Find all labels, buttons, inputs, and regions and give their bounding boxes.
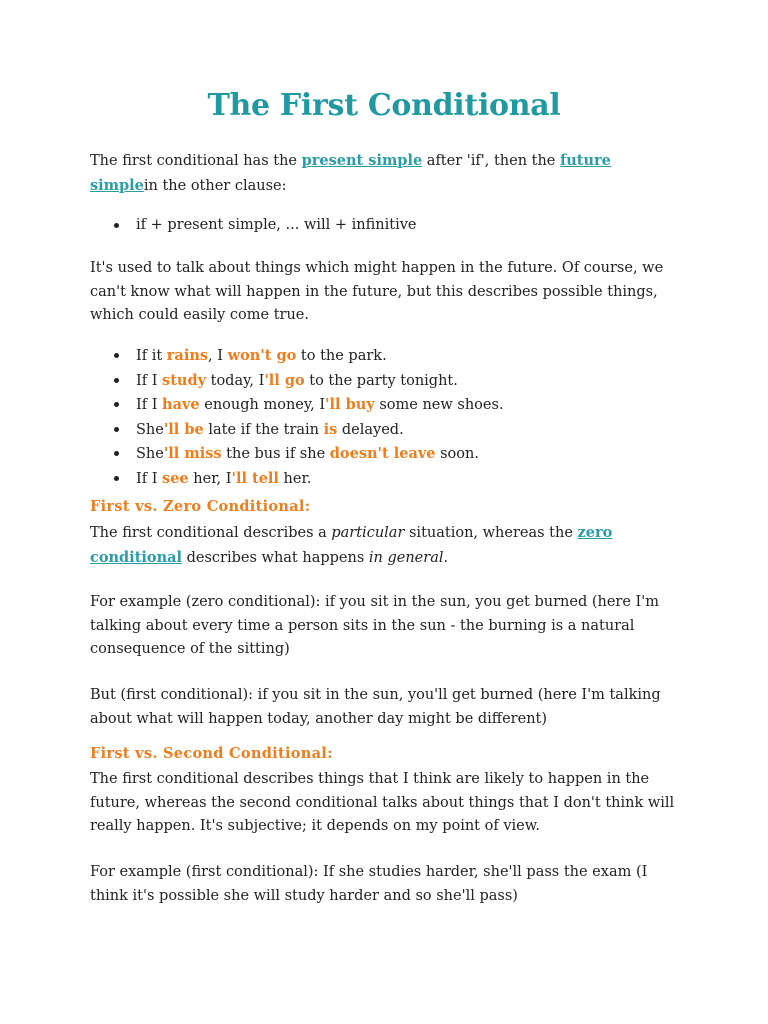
examples-list — [90, 344, 680, 491]
example-verb: won't go — [227, 347, 297, 364]
example-text: delayed. — [337, 421, 404, 438]
paragraph-text: describes what happens — [182, 549, 369, 566]
bullet-icon — [114, 353, 119, 358]
example-verb: rains — [166, 347, 209, 364]
intro-text: after 'if', then the — [422, 153, 561, 169]
example-text: to the party tonight. — [304, 372, 458, 389]
example-verb: 'll go — [264, 371, 305, 389]
page-title: The First Conditional — [207, 88, 561, 123]
example-text: If I — [136, 372, 163, 389]
paragraph-italic: in general — [368, 549, 444, 566]
example-verb: have — [162, 396, 200, 413]
zero-example-paragraph: For example (zero conditional): if you sit in the sun, you get burned (here I'm talking about every time a person sits in the sun - the burning is a natural consequence of the sitting) — [90, 594, 659, 657]
example-verb: study — [162, 371, 207, 389]
zero-conditional-link[interactable]: conditional — [90, 548, 183, 566]
example-verb: 'll miss — [163, 445, 222, 462]
example-text: If it — [136, 348, 167, 364]
example-text: If I — [136, 397, 163, 413]
zero-conditional-heading: First vs. Zero Conditional: — [90, 498, 311, 515]
zero-comparison-paragraph — [90, 521, 680, 570]
example-text: her, I — [188, 470, 232, 487]
example-verb: see — [162, 469, 189, 487]
bullet-icon — [114, 223, 119, 228]
list-item — [90, 214, 680, 238]
example-text: She — [136, 421, 164, 438]
example-text: the bus if she — [221, 446, 330, 462]
example-verb: 'll buy — [325, 396, 375, 413]
example-text: to the park. — [296, 348, 387, 364]
present-simple-link[interactable]: present simple — [301, 152, 423, 169]
example-verb: 'll be — [163, 420, 204, 438]
example-verb: is — [323, 420, 338, 438]
bullet-icon — [114, 378, 119, 383]
zero-conditional-link[interactable]: zero — [577, 524, 613, 541]
bullet-icon — [114, 427, 119, 432]
example-text: her. — [278, 470, 312, 487]
first-example-paragraph: But (first conditional): if you sit in the sun, you'll get burned (here I'm talking about what will happen today, another day might be different) — [90, 687, 661, 727]
intro-text: The first conditional has the — [90, 153, 302, 169]
list-item — [90, 344, 680, 369]
list-item — [90, 442, 680, 467]
intro-paragraph — [90, 149, 680, 198]
example-verb: doesn't leave — [329, 445, 436, 462]
formula-text: if + present simple, ... will + infinitive — [136, 217, 417, 233]
usage-paragraph: It's used to talk about things which might happen in the future. Of course, we can't know what will happen in the future, but this describes possible things, which could easily come true. — [90, 260, 664, 323]
example-text: enough money, I — [199, 397, 326, 413]
example-text: She — [136, 446, 164, 462]
list-item — [90, 418, 680, 443]
example-text: , I — [208, 348, 228, 364]
bullet-icon — [114, 402, 119, 407]
example-verb: 'll tell — [231, 469, 279, 487]
bullet-icon — [114, 451, 119, 456]
paragraph-text: The first conditional describes a — [90, 525, 332, 541]
example-text: soon. — [435, 446, 479, 462]
second-example-paragraph: For example (first conditional): If she studies harder, she'll pass the exam (I think it's possible she will study harder and so she'll pass) — [90, 864, 648, 904]
second-comparison-paragraph: The first conditional describes things that I think are likely to happen in the future, whereas the second conditional talks about things that I don't think will really happen. It's subjective; it depends on my point of view. — [90, 771, 675, 834]
paragraph-italic: particular — [331, 525, 405, 541]
paragraph-text: . — [443, 549, 449, 566]
example-text: If I — [136, 470, 163, 487]
second-conditional-heading: First vs. Second Conditional: — [90, 745, 333, 762]
example-text: late if the train — [203, 421, 324, 438]
intro-text: in the other clause: — [143, 177, 287, 194]
example-text: today, I — [206, 372, 265, 389]
future-simple-link[interactable]: future simple — [90, 152, 611, 194]
paragraph-text: situation, whereas the — [404, 525, 578, 541]
example-text: some new shoes. — [374, 397, 504, 413]
list-item — [90, 467, 680, 492]
list-item — [90, 393, 680, 418]
list-item — [90, 369, 680, 394]
bullet-icon — [114, 476, 119, 481]
formula-list — [90, 214, 680, 238]
